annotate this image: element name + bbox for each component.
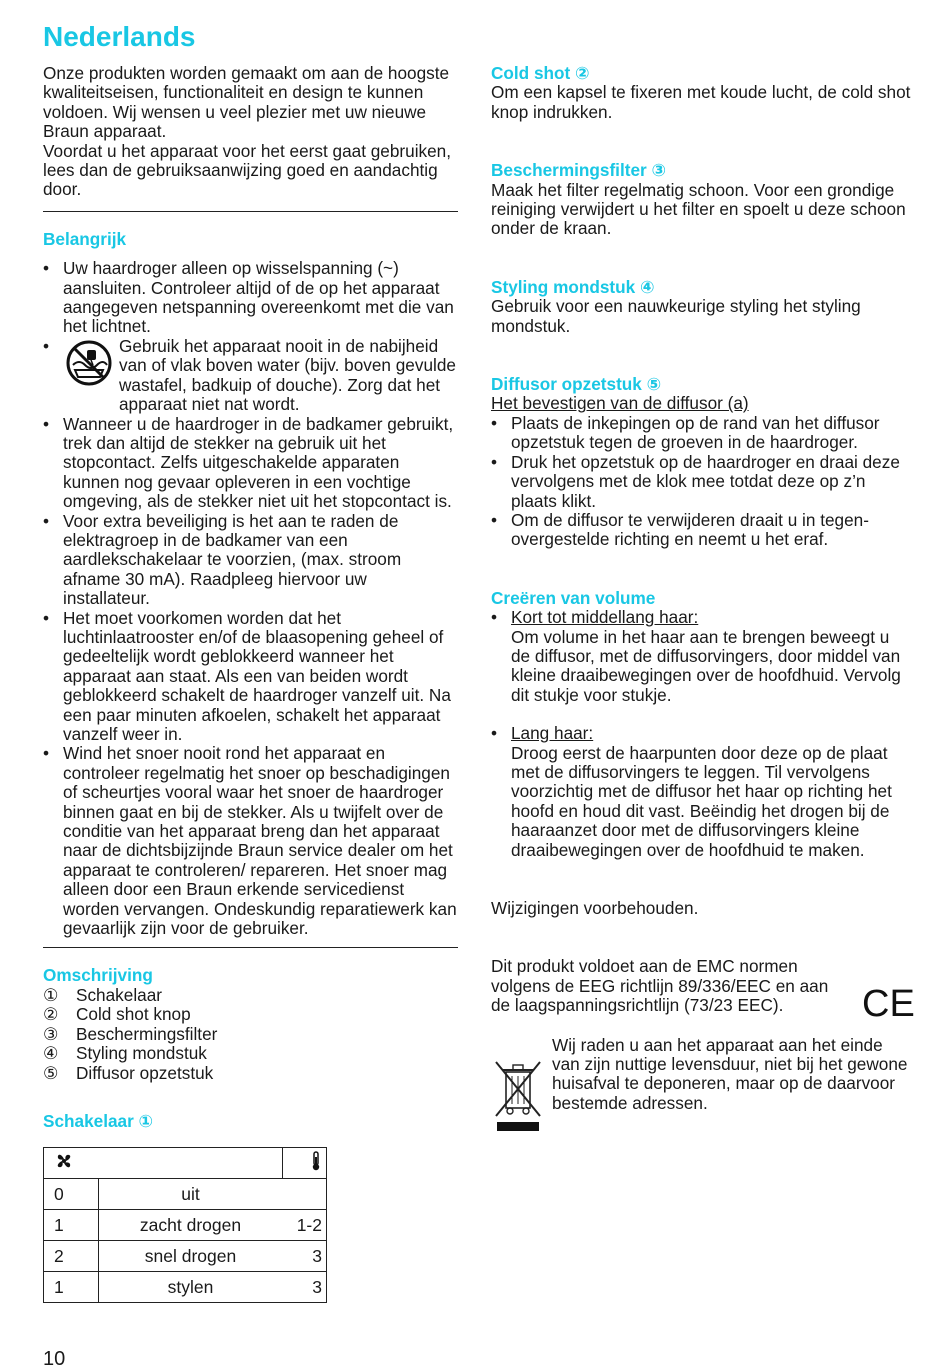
switch-table	[43, 1147, 327, 1303]
bullet: •	[43, 335, 50, 356]
thermometer-icon	[282, 1148, 327, 1179]
list-item: • Lang haar: Droog eerst de haarpunten door deze op de plaat met de diffusorvingers te leggen. Til vervolgens voorzichtig met de diffusor het haar op richting het hoofd en houd dit vast. Beëindig het drogen bij de haaraanzet door met de diffusorvingers kleine draaibewegingen over de hoofdhuid te maken.	[491, 723, 892, 860]
page-number: 10	[43, 1348, 66, 1370]
filter-text: Maak het filter regelmatig schoon. Voor een grondige reiniging verwijdert u het filter en spoelt u deze schoon onder de kraan.	[491, 179, 906, 239]
switch-heading: Schakelaar ①	[43, 1110, 154, 1131]
table-row: 1 stylen 3	[44, 1272, 327, 1303]
short-hair-text: Om volume in het haar aan te brengen beweegt u de diffusor, met de diffusorvingers, door middel van kleine draaibewegingen over de hoofdhuid. Vervolg dit stukje voor stukje.	[511, 626, 901, 705]
left-column	[43, 64, 458, 1303]
list-item: ③ Beschermingsfilter	[43, 1023, 218, 1044]
short-hair-label: Kort tot middellang haar:	[511, 607, 699, 628]
long-hair-text: Droog eerst de haarpunten door deze op de plaat met de diffusorvingers te leggen. Til vervolgens voorzichtig met de diffusor het haar op richting het hoofd en houd dit vast. Beëindig het drogen bij de haaraanzet door met de diffusorvingers kleine draaibewegingen over de hoofdhuid te maken.	[511, 742, 892, 860]
list-item: ⑤ Diffusor opzetstuk	[43, 1062, 214, 1083]
cold-shot-heading: Cold shot ②	[491, 63, 590, 83]
bullet: •	[43, 413, 50, 434]
diffusor-subheading: Het bevestigen van de diffusor (a)	[491, 393, 749, 414]
intro-paragraph-2: Voordat u het apparaat voor het eerst gaat gebruiken, lees dan de gebruiksaanwijzing goed en aandachtig door.	[43, 140, 452, 200]
list-item: • Plaats de inkepingen op de rand van het diffusor opzetstuk tegen de groeven in de haardroger.	[491, 412, 880, 453]
bullet: •	[43, 607, 50, 628]
list-item: • Het moet voorkomen worden dat het luchtinlaatrooster en/of de blaasopening geheel of gedeeltelijk wordt geblokkeerd wanneer het apparaat aan staat. Als een van beiden wordt geblokkeerd schakelt de haardroger vanzelf uit. Na een paar minuten afkoelen, schakelt het apparaat vanzelf weer in.	[43, 607, 451, 744]
fan-icon	[44, 1148, 283, 1179]
intro-paragraph-1: Onze produkten worden gemaakt om aan de hoogste kwaliteitseisen, functionaliteit en design te kunnen voldoen. Wij wensen u veel plezier met uw nieuwe Braun apparaat.	[43, 63, 450, 142]
diffusor-heading: Diffusor opzetstuk ⑤	[491, 374, 662, 395]
list-item: • Voor extra beveiliging is het aan te raden de elektragroep in de badkamer van een aardlekschakelaar te voorzien, (max. stroom afname 30 mA). Raadpleeg hiervoor uw installateur.	[43, 510, 402, 609]
bullet: •	[43, 258, 50, 279]
list-item: • Wanneer u de haardroger in de badkamer gebruikt, trek dan altijd de stekker na gebruik uit het stopcontact. Zelfs uitgeschakelde apparaten kunnen nog gevaar opleveren in een vochtige omgeving, als de stekker niet uit het stopcontact is.	[43, 413, 454, 512]
disposal-statement: Wij raden u aan het apparaat aan het einde van zijn nuttige levensduur, niet bij het gewone huisafval te deponeren, maar op de daarvoor bestemde adressen.	[552, 1034, 908, 1113]
list-item: • Gebruik het apparaat nooit in de nabijheid van of vlak boven water (bijv. boven gevulde wastafel, badkuip of douche). Zorg dat het apparaat niet nat wordt.	[43, 335, 456, 415]
ce-mark-icon	[862, 983, 915, 1025]
list-item: • Om de diffusor te verwijderen draait u in tegen-overgestelde richting en neemt u het eraf.	[491, 509, 869, 550]
bullet: •	[43, 743, 50, 764]
list-item: ② Cold shot knop	[43, 1004, 191, 1025]
important-list	[43, 259, 458, 938]
table-row: 1 zacht drogen 1-2	[44, 1210, 327, 1241]
description-heading: Omschrijving	[43, 965, 153, 986]
divider	[43, 947, 458, 948]
volume-heading: Creëren van volume	[491, 587, 656, 608]
list-item: • Druk het opzetstuk op de haardroger en draai deze vervolgens met de klok mee totdat deze op z’n plaats klikt.	[491, 451, 900, 511]
filter-heading: Beschermingsfilter ③	[491, 160, 667, 181]
table-row: 0 uit	[44, 1179, 327, 1210]
list-item: • Wind het snoer nooit rond het apparaat en controleer regelmatig het snoer op beschadigingen of scheurtjes vooral waar het snoer de haardroger binnen gaat en bij de stekker. Als u twijfelt over de conditie van het apparaat breng dan het apparaat naar de dichtsbijzijnde Braun service dealer om het apparaat te controleren/ repareren. Het snoer mag alleen door een Braun erkende servicedienst worden vervangen. Ondeskundig reparatiewerk kan gevaarlijk zijn voor de gebruiker.	[43, 743, 457, 939]
diffusor-list	[491, 414, 911, 550]
list-item: ① Schakelaar	[43, 984, 162, 1005]
page-title: Nederlands	[43, 21, 196, 52]
changes-note: Wijzigingen voorbehouden.	[491, 898, 699, 918]
svg-text:CE: CE	[862, 983, 915, 1025]
list-item: • Kort tot middellang haar: Om volume in het haar aan te brengen beweegt u de diffusor, met de diffusorvingers, door middel van kleine draaibewegingen over de hoofdhuid. Vervolg dit stukje voor stukje.	[491, 607, 901, 705]
list-item: ④ Styling mondstuk	[43, 1043, 207, 1064]
bullet: •	[43, 510, 50, 531]
description-list	[43, 986, 458, 1083]
styling-heading: Styling mondstuk ④	[491, 276, 655, 297]
styling-text: Gebruik voor een nauwkeurige styling het styling mondstuk.	[491, 296, 861, 336]
cold-shot-text: Om een kapsel te fixeren met koude lucht, de cold shot knop indrukken.	[491, 82, 911, 122]
long-hair-label: Lang haar:	[511, 723, 594, 744]
volume-list	[491, 608, 911, 860]
table-header-row	[44, 1148, 327, 1179]
emc-statement: Dit produkt voldoet aan de EMC normen volgens de EEG richtlijn 89/336/EEC en aan de laagspanningsrichtlijn (73/23 EEC).	[491, 956, 829, 1016]
no-water-warning-icon	[63, 339, 115, 387]
crossed-bin-icon	[494, 1058, 544, 1136]
table-row: 2 snel drogen 3	[44, 1241, 327, 1272]
list-item: • Uw haardroger alleen op wisselspanning (~) aansluiten. Controleer altijd of de op het apparaat aangegeven netspanning overeenkomt met die van het lichtnet.	[43, 258, 454, 337]
right-column	[491, 64, 911, 1113]
divider	[43, 211, 458, 212]
important-heading: Belangrijk	[43, 228, 127, 249]
